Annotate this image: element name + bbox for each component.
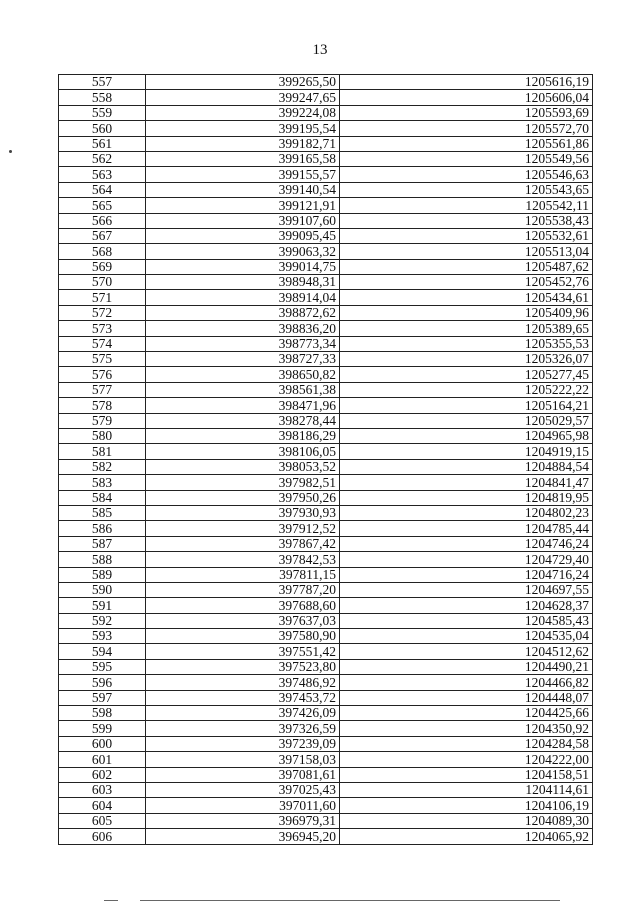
point-number-cell: 592 — [59, 613, 146, 628]
y-coordinate-cell: 1204819,95 — [340, 490, 593, 505]
table-row — [59, 536, 593, 551]
y-coordinate-cell: 1205532,61 — [340, 228, 593, 243]
footer-rule — [140, 900, 560, 901]
table-row — [59, 428, 593, 443]
x-coordinate-cell: 399063,32 — [146, 244, 340, 259]
table-row — [59, 459, 593, 474]
table-row — [59, 567, 593, 582]
y-coordinate-cell: 1204841,47 — [340, 475, 593, 490]
x-coordinate-cell: 397025,43 — [146, 782, 340, 797]
table-row — [59, 151, 593, 166]
x-coordinate-cell: 398914,04 — [146, 290, 340, 305]
y-coordinate-cell: 1204965,98 — [340, 428, 593, 443]
x-coordinate-cell: 397081,61 — [146, 767, 340, 782]
point-number-cell: 599 — [59, 721, 146, 736]
table-row — [59, 675, 593, 690]
x-coordinate-cell: 398773,34 — [146, 336, 340, 351]
y-coordinate-cell: 1204448,07 — [340, 690, 593, 705]
x-coordinate-cell: 398948,31 — [146, 275, 340, 290]
y-coordinate-cell: 1205616,19 — [340, 75, 593, 90]
y-coordinate-cell: 1204114,61 — [340, 782, 593, 797]
table-row — [59, 290, 593, 305]
y-coordinate-cell: 1204802,23 — [340, 505, 593, 520]
point-number-cell: 567 — [59, 228, 146, 243]
y-coordinate-cell: 1204466,82 — [340, 675, 593, 690]
y-coordinate-cell: 1205549,56 — [340, 151, 593, 166]
x-coordinate-cell: 397637,03 — [146, 613, 340, 628]
point-number-cell: 565 — [59, 198, 146, 213]
x-coordinate-cell: 398727,33 — [146, 352, 340, 367]
x-coordinate-cell: 399140,54 — [146, 182, 340, 197]
x-coordinate-cell: 397580,90 — [146, 629, 340, 644]
table-row — [59, 613, 593, 628]
point-number-cell: 586 — [59, 521, 146, 536]
point-number-cell: 562 — [59, 151, 146, 166]
y-coordinate-cell: 1204490,21 — [340, 659, 593, 674]
x-coordinate-cell: 399265,50 — [146, 75, 340, 90]
y-coordinate-cell: 1205434,61 — [340, 290, 593, 305]
x-coordinate-cell: 398278,44 — [146, 413, 340, 428]
x-coordinate-cell: 397426,09 — [146, 706, 340, 721]
point-number-cell: 569 — [59, 259, 146, 274]
table-row — [59, 182, 593, 197]
table-row — [59, 75, 593, 90]
table-row — [59, 198, 593, 213]
y-coordinate-cell: 1204350,92 — [340, 721, 593, 736]
x-coordinate-cell: 397158,03 — [146, 752, 340, 767]
table-row — [59, 490, 593, 505]
y-coordinate-cell: 1205542,11 — [340, 198, 593, 213]
x-coordinate-cell: 397950,26 — [146, 490, 340, 505]
point-number-cell: 600 — [59, 736, 146, 751]
x-coordinate-cell: 397453,72 — [146, 690, 340, 705]
x-coordinate-cell: 398650,82 — [146, 367, 340, 382]
table-row — [59, 136, 593, 151]
point-number-cell: 566 — [59, 213, 146, 228]
x-coordinate-cell: 398186,29 — [146, 428, 340, 443]
point-number-cell: 577 — [59, 382, 146, 397]
x-coordinate-cell: 399107,60 — [146, 213, 340, 228]
point-number-cell: 595 — [59, 659, 146, 674]
table-row — [59, 413, 593, 428]
y-coordinate-cell: 1205409,96 — [340, 305, 593, 320]
table-body — [59, 75, 593, 845]
x-coordinate-cell: 399182,71 — [146, 136, 340, 151]
y-coordinate-cell: 1204697,55 — [340, 582, 593, 597]
table-row — [59, 629, 593, 644]
table-row — [59, 352, 593, 367]
table-row — [59, 706, 593, 721]
x-coordinate-cell: 397486,92 — [146, 675, 340, 690]
table-row — [59, 275, 593, 290]
point-number-cell: 581 — [59, 444, 146, 459]
point-number-cell: 582 — [59, 459, 146, 474]
table-row — [59, 228, 593, 243]
table-row — [59, 752, 593, 767]
x-coordinate-cell: 397982,51 — [146, 475, 340, 490]
point-number-cell: 584 — [59, 490, 146, 505]
x-coordinate-cell: 397239,09 — [146, 736, 340, 751]
x-coordinate-cell: 399195,54 — [146, 121, 340, 136]
y-coordinate-cell: 1205572,70 — [340, 121, 593, 136]
x-coordinate-cell: 398053,52 — [146, 459, 340, 474]
y-coordinate-cell: 1205543,65 — [340, 182, 593, 197]
table-row — [59, 305, 593, 320]
x-coordinate-cell: 397688,60 — [146, 598, 340, 613]
x-coordinate-cell: 397787,20 — [146, 582, 340, 597]
y-coordinate-cell: 1204884,54 — [340, 459, 593, 474]
table-row — [59, 644, 593, 659]
y-coordinate-cell: 1205452,76 — [340, 275, 593, 290]
point-number-cell: 580 — [59, 428, 146, 443]
point-number-cell: 583 — [59, 475, 146, 490]
y-coordinate-cell: 1204106,19 — [340, 798, 593, 813]
x-coordinate-cell: 398561,38 — [146, 382, 340, 397]
y-coordinate-cell: 1205606,04 — [340, 90, 593, 105]
y-coordinate-cell: 1204535,04 — [340, 629, 593, 644]
point-number-cell: 564 — [59, 182, 146, 197]
table-row — [59, 105, 593, 120]
point-number-cell: 588 — [59, 552, 146, 567]
table-row — [59, 244, 593, 259]
point-number-cell: 587 — [59, 536, 146, 551]
point-number-cell: 579 — [59, 413, 146, 428]
table-row — [59, 782, 593, 797]
table-row — [59, 505, 593, 520]
point-number-cell: 576 — [59, 367, 146, 382]
scan-speck — [9, 150, 12, 153]
table-row — [59, 690, 593, 705]
y-coordinate-cell: 1204919,15 — [340, 444, 593, 459]
y-coordinate-cell: 1204089,30 — [340, 813, 593, 828]
y-coordinate-cell: 1205561,86 — [340, 136, 593, 151]
x-coordinate-cell: 399121,91 — [146, 198, 340, 213]
point-number-cell: 568 — [59, 244, 146, 259]
coordinates-table — [58, 74, 593, 845]
table-row — [59, 475, 593, 490]
y-coordinate-cell: 1205355,53 — [340, 336, 593, 351]
point-number-cell: 606 — [59, 829, 146, 844]
x-coordinate-cell: 397523,80 — [146, 659, 340, 674]
table-row — [59, 582, 593, 597]
y-coordinate-cell: 1204746,24 — [340, 536, 593, 551]
y-coordinate-cell: 1205326,07 — [340, 352, 593, 367]
x-coordinate-cell: 397867,42 — [146, 536, 340, 551]
x-coordinate-cell: 396945,20 — [146, 829, 340, 844]
point-number-cell: 575 — [59, 352, 146, 367]
point-number-cell: 597 — [59, 690, 146, 705]
table-row — [59, 829, 593, 844]
y-coordinate-cell: 1205277,45 — [340, 367, 593, 382]
y-coordinate-cell: 1204585,43 — [340, 613, 593, 628]
y-coordinate-cell: 1204284,58 — [340, 736, 593, 751]
x-coordinate-cell: 398836,20 — [146, 321, 340, 336]
x-coordinate-cell: 399155,57 — [146, 167, 340, 182]
x-coordinate-cell: 397912,52 — [146, 521, 340, 536]
point-number-cell: 559 — [59, 105, 146, 120]
y-coordinate-cell: 1204425,66 — [340, 706, 593, 721]
x-coordinate-cell: 397011,60 — [146, 798, 340, 813]
point-number-cell: 561 — [59, 136, 146, 151]
table-row — [59, 167, 593, 182]
x-coordinate-cell: 398872,62 — [146, 305, 340, 320]
x-coordinate-cell: 397551,42 — [146, 644, 340, 659]
point-number-cell: 594 — [59, 644, 146, 659]
y-coordinate-cell: 1205029,57 — [340, 413, 593, 428]
table-row — [59, 90, 593, 105]
table-row — [59, 336, 593, 351]
y-coordinate-cell: 1204729,40 — [340, 552, 593, 567]
page-number: 13 — [312, 42, 328, 58]
x-coordinate-cell: 399014,75 — [146, 259, 340, 274]
table-row — [59, 598, 593, 613]
y-coordinate-cell: 1205513,04 — [340, 244, 593, 259]
y-coordinate-cell: 1205164,21 — [340, 398, 593, 413]
point-number-cell: 574 — [59, 336, 146, 351]
table-row — [59, 721, 593, 736]
point-number-cell: 589 — [59, 567, 146, 582]
table-row — [59, 767, 593, 782]
x-coordinate-cell: 399095,45 — [146, 228, 340, 243]
point-number-cell: 573 — [59, 321, 146, 336]
table-row — [59, 382, 593, 397]
table-row — [59, 444, 593, 459]
point-number-cell: 563 — [59, 167, 146, 182]
point-number-cell: 598 — [59, 706, 146, 721]
table-row — [59, 736, 593, 751]
point-number-cell: 571 — [59, 290, 146, 305]
x-coordinate-cell: 397842,53 — [146, 552, 340, 567]
footer-rule-short — [104, 900, 118, 901]
point-number-cell: 603 — [59, 782, 146, 797]
y-coordinate-cell: 1204512,62 — [340, 644, 593, 659]
point-number-cell: 572 — [59, 305, 146, 320]
y-coordinate-cell: 1204716,24 — [340, 567, 593, 582]
table-row — [59, 321, 593, 336]
x-coordinate-cell: 397811,15 — [146, 567, 340, 582]
x-coordinate-cell: 399247,65 — [146, 90, 340, 105]
y-coordinate-cell: 1204222,00 — [340, 752, 593, 767]
y-coordinate-cell: 1205487,62 — [340, 259, 593, 274]
y-coordinate-cell: 1205538,43 — [340, 213, 593, 228]
table-row — [59, 521, 593, 536]
point-number-cell: 596 — [59, 675, 146, 690]
y-coordinate-cell: 1204158,51 — [340, 767, 593, 782]
point-number-cell: 591 — [59, 598, 146, 613]
y-coordinate-cell: 1205546,63 — [340, 167, 593, 182]
point-number-cell: 558 — [59, 90, 146, 105]
x-coordinate-cell: 399165,58 — [146, 151, 340, 166]
x-coordinate-cell: 398471,96 — [146, 398, 340, 413]
point-number-cell: 601 — [59, 752, 146, 767]
x-coordinate-cell: 397326,59 — [146, 721, 340, 736]
table-row — [59, 659, 593, 674]
table-row — [59, 798, 593, 813]
x-coordinate-cell: 399224,08 — [146, 105, 340, 120]
point-number-cell: 590 — [59, 582, 146, 597]
point-number-cell: 560 — [59, 121, 146, 136]
y-coordinate-cell: 1205593,69 — [340, 105, 593, 120]
x-coordinate-cell: 398106,05 — [146, 444, 340, 459]
table-row — [59, 121, 593, 136]
point-number-cell: 585 — [59, 505, 146, 520]
table-row — [59, 552, 593, 567]
table-row — [59, 259, 593, 274]
table-row — [59, 213, 593, 228]
point-number-cell: 578 — [59, 398, 146, 413]
x-coordinate-cell: 397930,93 — [146, 505, 340, 520]
point-number-cell: 605 — [59, 813, 146, 828]
y-coordinate-cell: 1205389,65 — [340, 321, 593, 336]
table-row — [59, 398, 593, 413]
point-number-cell: 604 — [59, 798, 146, 813]
point-number-cell: 570 — [59, 275, 146, 290]
point-number-cell: 557 — [59, 75, 146, 90]
y-coordinate-cell: 1204785,44 — [340, 521, 593, 536]
table-row — [59, 367, 593, 382]
y-coordinate-cell: 1204065,92 — [340, 829, 593, 844]
table-row — [59, 813, 593, 828]
y-coordinate-cell: 1204628,37 — [340, 598, 593, 613]
point-number-cell: 602 — [59, 767, 146, 782]
point-number-cell: 593 — [59, 629, 146, 644]
x-coordinate-cell: 396979,31 — [146, 813, 340, 828]
y-coordinate-cell: 1205222,22 — [340, 382, 593, 397]
